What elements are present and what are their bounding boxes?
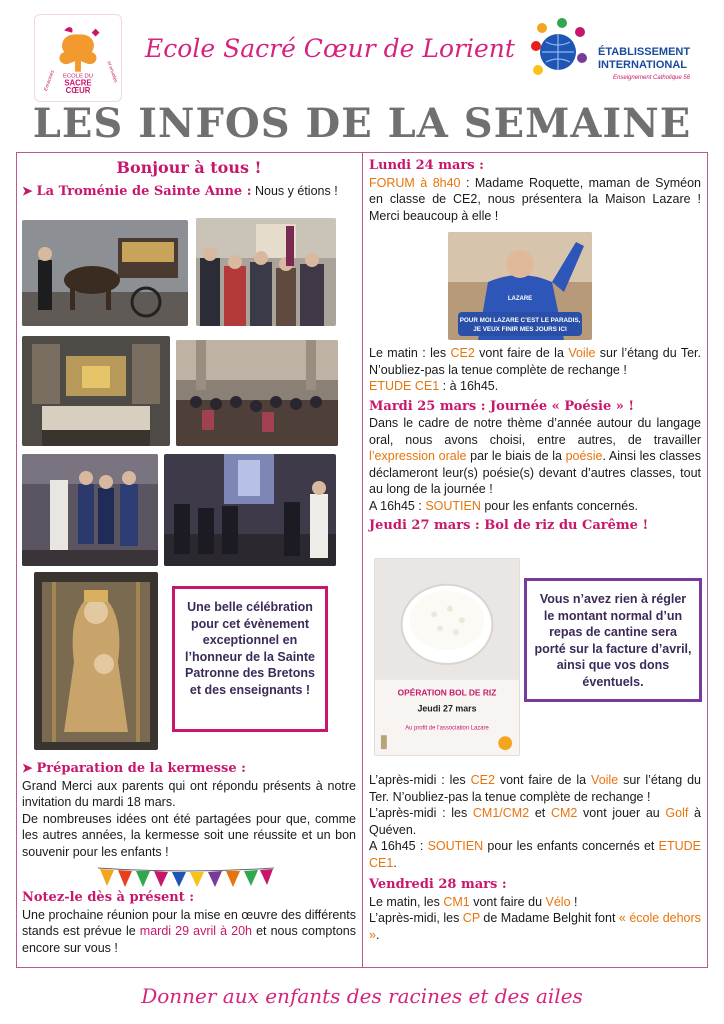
lundi-voile-section (369, 345, 701, 535)
photo-saint-anne-statue (34, 572, 158, 750)
v2-ecole: « école dehors » (369, 911, 701, 942)
poster-date: Jeudi 27 mars (417, 703, 477, 714)
mardi-soutien: SOUTIEN (425, 498, 481, 513)
mardi-title: Mardi 25 mars : Journée « Poésie » ! (369, 398, 635, 414)
golf-cm: CM1/CM2 (472, 806, 530, 820)
forum-paragraph (369, 175, 701, 225)
voile-c: sur l’étang du Ter. N’oubliez-pas la tenue complète de rechange ! (369, 346, 701, 377)
footer-slogan: Donner aux enfants des racines et des ailes (141, 984, 583, 1008)
voile-a: Le matin : les (369, 346, 451, 360)
v1-c: ! (570, 894, 578, 909)
golf-c: vont jouer au (577, 806, 666, 820)
voile-word: Voile (568, 346, 596, 360)
s-a: A 16h45 : (369, 839, 428, 853)
jeudi-section (369, 772, 701, 943)
s-etude: ETUDE CE1 (369, 839, 701, 870)
photo-children-reading (22, 454, 158, 566)
kermesse-p2: De nombreuses idées ont été partagées pour que, comme les autres années, la kermesse soit une réussite et un bon souvenir pour les enfants ! (22, 811, 356, 859)
golf-d: à Quéven. (369, 806, 701, 837)
lazare-caption-2: JE VEUX FINIR MES JOURS ICI (473, 326, 567, 333)
am-b: vont faire de la (494, 773, 592, 787)
kermesse-section (22, 760, 356, 860)
logo-line2: SACRE (64, 78, 92, 88)
note-before: Une prochaine réunion pour la mise en œuvre des différents stands est prévue le (22, 907, 356, 938)
forum-text: : Madame Roquette, maman de Syméon en classe de CE2, nous présentera la Maison Lazare ! Merci beaucoup à elle ! (369, 175, 701, 223)
am-voile: Voile (591, 773, 619, 787)
mardi-c: . Ainsi les classes déclameront leur(s) poésie(s) devant d’autres classes, tout au long de la journée ! (369, 449, 701, 496)
photo-lazare-man (448, 232, 592, 340)
international-logo-text (598, 46, 690, 85)
golf-word: Golf (665, 806, 689, 820)
lundi-voile-paragraph (369, 345, 701, 378)
note-paragraph (22, 907, 356, 957)
lundi-title: Lundi 24 mars : (369, 158, 484, 173)
poster-sub: Au profit de l’association Lazare (405, 725, 489, 732)
v1-velo: Vélo (545, 894, 571, 909)
cantine-callout: Vous n’avez rien à régler le montant normal d’un repas de cantine sera porté sur la facture d’avril, ainsi que vos dons éventuels. (524, 578, 702, 702)
photo-church-nave (176, 340, 338, 446)
v1-a: Le matin, les (369, 894, 444, 909)
voile-b: vont faire de la (474, 346, 569, 360)
mardi-poesie: poésie (565, 449, 603, 463)
etude-line (369, 378, 701, 395)
mardi-soutien-a: A 16h45 : (369, 498, 426, 513)
vendredi-line2 (369, 910, 701, 943)
greeting: Bonjour à tous ! (116, 158, 262, 177)
logo-arc-left: Enracinés (43, 69, 57, 92)
photo-church-altar (22, 336, 170, 446)
arrow-icon: ➤ (22, 183, 33, 198)
etude-label: ETUDE CE1 (369, 379, 440, 393)
tromenie-heading (22, 183, 356, 201)
s-c: . (393, 855, 397, 870)
golf-a: L’après-midi : les (369, 806, 473, 820)
jeudi-title: Jeudi 27 mars : Bol de riz du Carême ! (369, 518, 649, 533)
logo-arc-right: et envolés (105, 60, 118, 84)
jeudi-voile (369, 772, 701, 805)
school-name: Ecole Sacré Cœur de Lorient (145, 34, 515, 63)
photo-horse-carriage (22, 220, 188, 326)
logo-right-line2: INTERNATIONAL (598, 59, 688, 71)
logo-line1: ECOLE DU (63, 73, 93, 80)
jeudi-soutien (369, 838, 701, 871)
tromenie-text: Nous y étions ! (255, 183, 338, 198)
arrow-icon: ➤ (22, 761, 33, 775)
am-a: L’après-midi : les (369, 773, 471, 787)
v2-a: L’après-midi, les (369, 911, 463, 925)
mardi-b: par le biais de la (466, 449, 566, 463)
page-title: LES INFOS DE LA SEMAINE (32, 100, 692, 147)
v1-b: vont faire du (469, 894, 546, 909)
mardi-paragraph (369, 415, 701, 498)
logo-line3: CŒUR (65, 86, 91, 96)
mardi-expression: l’expression orale (369, 449, 467, 463)
am-ce2: CE2 (470, 773, 495, 787)
s-soutien: SOUTIEN (427, 839, 484, 853)
tromenie-title: La Troménie de Sainte Anne : (36, 183, 252, 199)
mardi-a: Dans le cadre de notre thème d’année autour du langage oral, nous avons choisi, entre autres, de travailler (369, 416, 701, 447)
vendredi-title: Vendredi 28 mars : (369, 877, 507, 892)
vendredi-line1 (369, 894, 701, 911)
bunting-icon (98, 866, 274, 888)
v2-cp: CP (462, 911, 480, 925)
right-column-top (369, 158, 701, 224)
kermesse-title: Préparation de la kermesse : (36, 761, 246, 776)
s-b: pour les enfants concernés et (483, 839, 659, 853)
left-column (22, 158, 356, 200)
logo-right-sub: Enseignement Catholique 56 (613, 75, 691, 81)
poster-title: OPÉRATION BOL DE RIZ (397, 687, 497, 698)
note-date: mardi 29 avril à 20h (139, 924, 253, 938)
v2-c: . (375, 927, 380, 942)
forum-label: FORUM à 8h40 (369, 175, 461, 190)
photo-service-inside (164, 454, 336, 566)
kermesse-p1: Grand Merci aux parents qui ont répondu présents à notre invitation du mardi 18 mars. (22, 778, 356, 809)
celebration-callout: Une belle célébration pour cet évènement exceptionnel en l’honneur de la Sainte Patronne des Bretons et des enseignants ! (172, 586, 328, 732)
v1-cm1: CM1 (443, 894, 470, 909)
column-divider (362, 152, 363, 968)
golf-b: et (529, 806, 551, 820)
note-section (22, 890, 356, 956)
logo-right-line1: ÉTABLISSEMENT (598, 46, 691, 58)
voile-ce2: CE2 (450, 346, 475, 360)
school-logo (34, 14, 122, 102)
photo-procession-crowd (196, 218, 336, 326)
mardi-soutien-line (369, 498, 701, 515)
lazare-caption-1: POUR MOI LAZARE C’EST LE PARADIS, (459, 317, 581, 324)
international-logo (528, 18, 588, 84)
golf-cm2: CM2 (550, 806, 578, 820)
note-after: et nous comptons encore sur vous ! (22, 924, 356, 955)
am-c: sur l’étang du Ter. N’oubliez-pas la tenue complète de rechange ! (369, 773, 701, 804)
etude-time: : à 16h45. (439, 379, 499, 393)
mardi-soutien-b: pour les enfants concernés. (480, 498, 638, 513)
note-title: Notez-le dès à présent : (22, 890, 195, 905)
jeudi-golf (369, 805, 701, 838)
lazare-shirt-text: LAZARE (507, 296, 533, 302)
v2-b: de Madame Belghit font (479, 911, 619, 925)
rice-bowl-poster (374, 558, 520, 756)
